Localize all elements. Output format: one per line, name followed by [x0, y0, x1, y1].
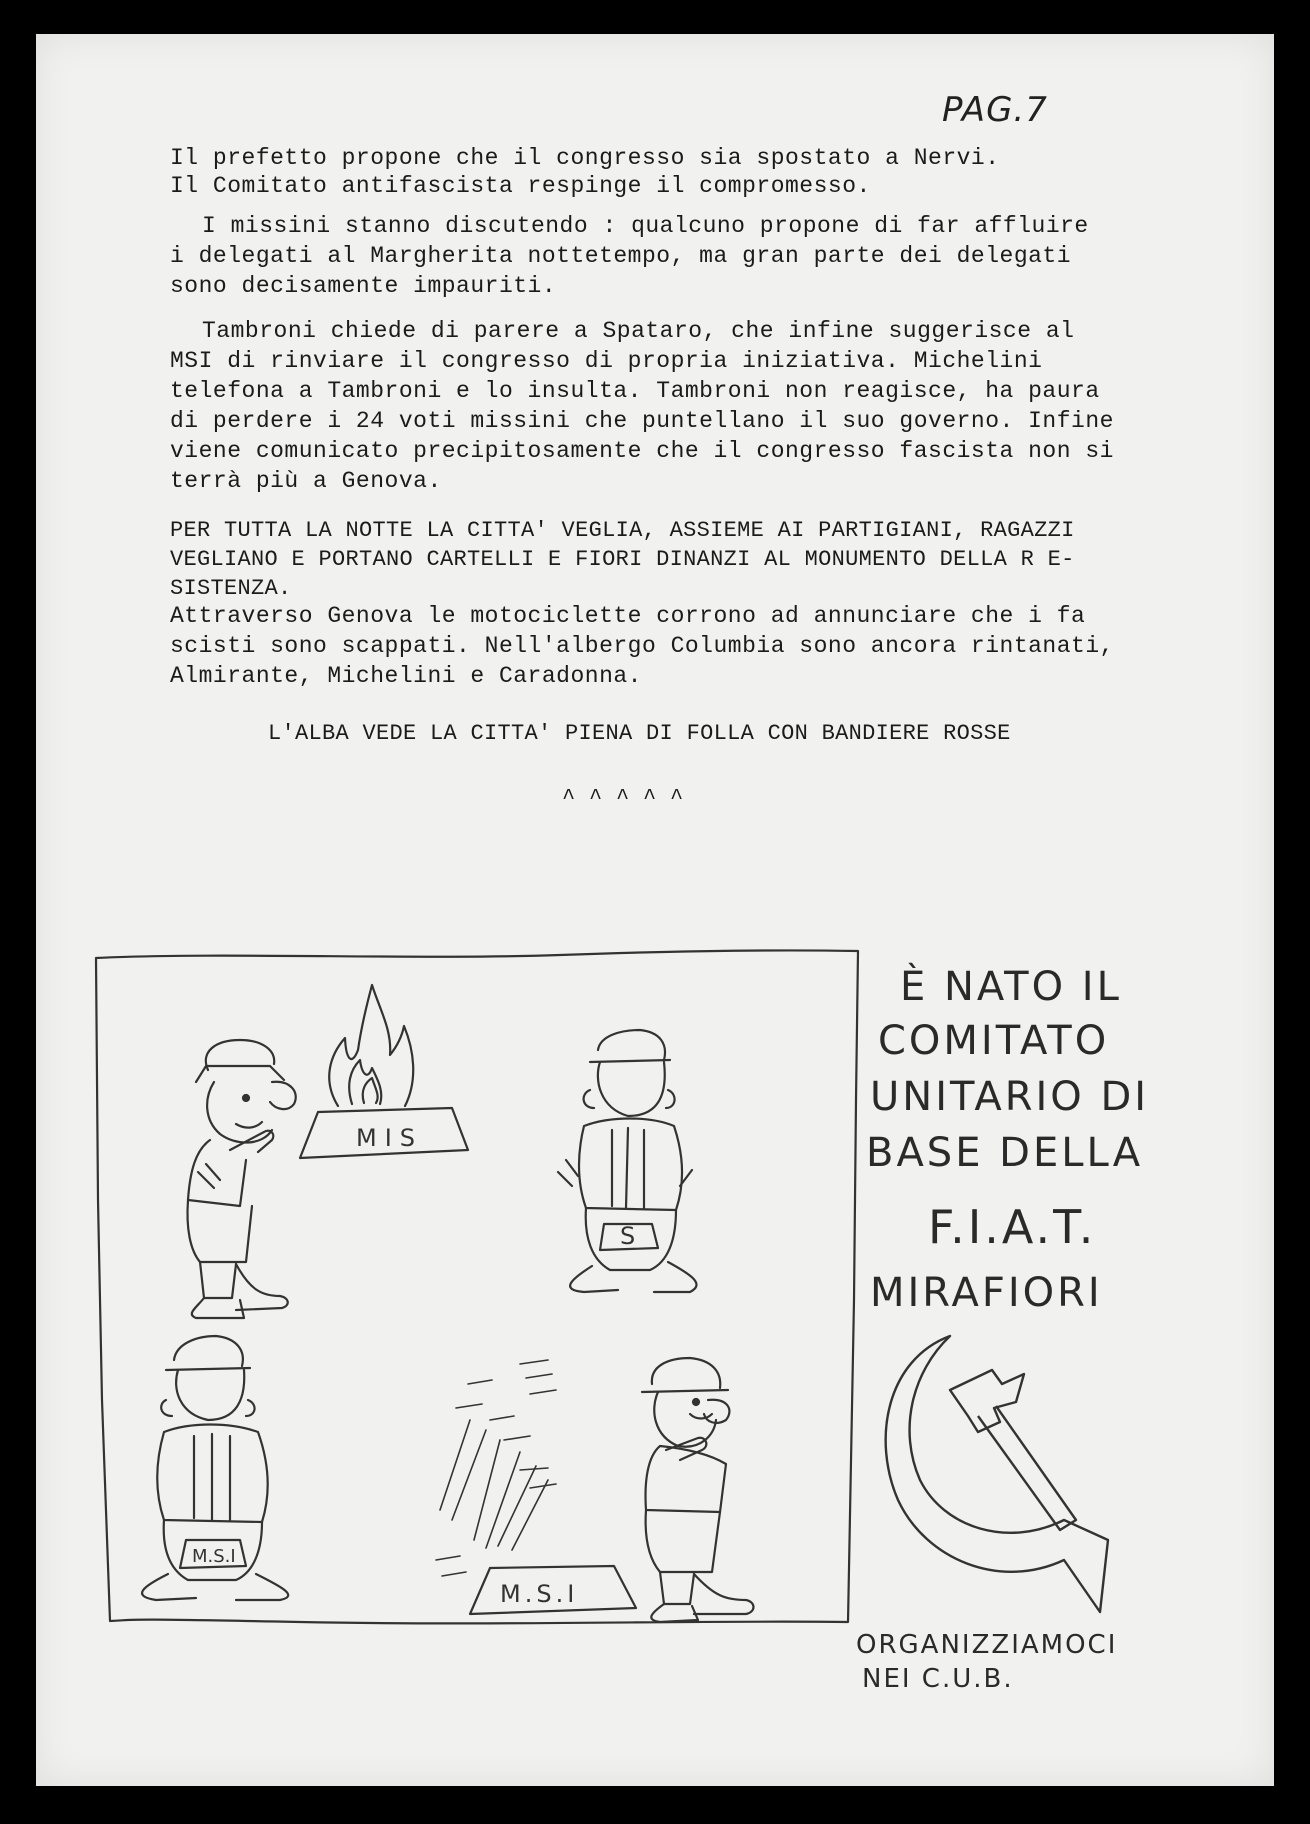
seat-label-1: S [620, 1222, 636, 1250]
text-line: di perdere i 24 voti missini che puntellano il suo governo. Infine [170, 408, 1114, 434]
notice-line-6: MIRAFIORI [870, 1270, 1103, 1316]
text-line: VEGLIANO E PORTANO CARTELLI E FIORI DINANZI AL MONUMENTO DELLA R E- [170, 547, 1075, 572]
text-line: scisti sono scappati. Nell'albergo Columbia sono ancora rintanati, [170, 633, 1114, 659]
notice-line-1: È NATO IL [900, 964, 1122, 1010]
ash-base-label: M.S.I [500, 1580, 579, 1608]
text-line: ^ ^ ^ ^ ^ [562, 786, 684, 811]
text-line: telefona a Tambroni e lo insulta. Tambroni non reagisce, ha paura [170, 378, 1100, 404]
text-line: I missini stanno discutendo : qualcuno propone di far affluire [202, 213, 1089, 239]
smoke-ashes [436, 1360, 556, 1576]
page-number: PAG.7 [942, 90, 1048, 130]
text-line: SISTENZA. [170, 576, 292, 601]
character-thinking-2 [642, 1358, 754, 1622]
flame-icon [329, 985, 413, 1106]
flame-base-label: MIS [356, 1124, 424, 1152]
text-line: Attraverso Genova le motociclette corrono ad annunciare che i fa [170, 603, 1086, 629]
text-line: Il prefetto propone che il congresso sia spostato a Nervi. [170, 145, 1000, 171]
text-line: PER TUTTA LA NOTTE LA CITTA' VEGLIA, ASSIEME AI PARTIGIANI, RAGAZZI [170, 518, 1075, 543]
hammer-sickle-icon [886, 1336, 1108, 1612]
text-line: viene comunicato precipitosamente che il congresso fascista non si [170, 438, 1114, 464]
text-line: terrà più a Genova. [170, 468, 442, 494]
text-line: i delegati al Margherita nottetempo, ma gran parte dei delegati [170, 243, 1072, 269]
text-line: Almirante, Michelini e Caradonna. [170, 663, 642, 689]
text-line: MSI di rinviare il congresso di propria iniziativa. Michelini [170, 348, 1043, 374]
notice-line-2: COMITATO [878, 1018, 1110, 1064]
notice-line-5: F.I.A.T. [928, 1200, 1097, 1254]
slogan-line-2: NEI C.U.B. [862, 1664, 1014, 1694]
text-line: Tambroni chiede di parere a Spataro, che infine suggerisce al [202, 318, 1075, 344]
slogan-line-1: ORGANIZZIAMOCI [856, 1630, 1118, 1660]
character-back-view-1 [558, 1030, 696, 1292]
notice-line-4: BASE DELLA [866, 1130, 1144, 1176]
text-line: Il Comitato antifascista respinge il compromesso. [170, 173, 871, 199]
text-line: sono decisamente impauriti. [170, 273, 557, 299]
seat-label-2: M.S.I [192, 1546, 236, 1567]
cartoon-frame [96, 950, 858, 1623]
character-thinking-1 [188, 1040, 296, 1318]
text-line: L'ALBA VEDE LA CITTA' PIENA DI FOLLA CON BANDIERE ROSSE [268, 721, 1011, 746]
notice-line-3: UNITARIO DI [870, 1074, 1150, 1120]
